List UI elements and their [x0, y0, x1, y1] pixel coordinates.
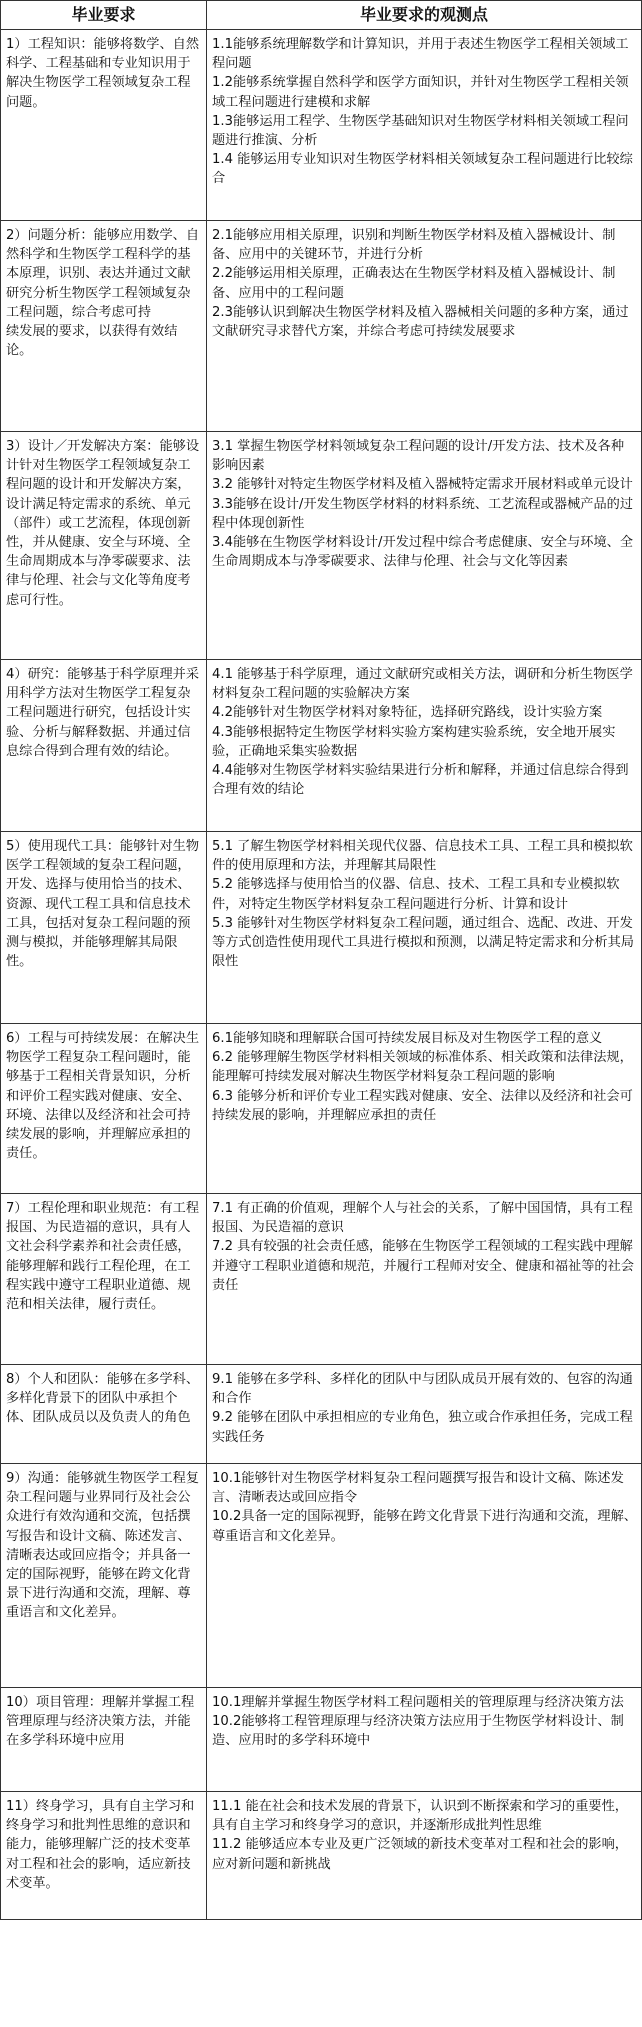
observation-point: 10.1能够针对生物医学材料复杂工程问题撰写报告和设计文稿、陈述发言、清晰表达或回应指令: [212, 1471, 624, 1506]
observation-point: 1.4 能够运用专业知识对生物医学材料相关领域复杂工程问题进行比较综合: [212, 152, 633, 187]
requirement-cell: [1, 432, 207, 660]
observation-point: 4.2能够针对生物医学材料对象特征，选择研究路线，设计实验方案: [212, 705, 603, 721]
requirement-text: 7）工程伦理和职业规范：有工程报国、为民造福的意识，具有人文社会科学素养和社会责任感，能够理解和践行工程伦理，在工程实践中遵守工程职业道德、规范和相关法律，履行责任。: [6, 1201, 200, 1313]
requirement-cell: [1, 221, 207, 432]
requirement-text: 11）终身学习，具有自主学习和终身学习和批判性思维的意识和能力，能够理解广泛的技术变革对工程和社会的影响，适应新技术变革。: [6, 1799, 195, 1891]
observation-point: 1.1能够系统理解数学和计算知识，并用于表述生物医学工程相关领域工程问题: [212, 37, 629, 72]
table-row: [1, 1464, 642, 1688]
requirement-text: 2）问题分析：能够应用数学、自然科学和生物医学工程科学的基本原理，识别、表达并通过文献研究分析生物医学工程领域复杂工程问题，综合考虑可持 续发展的要求，以获得有效结论。: [6, 228, 200, 359]
points-cell: [207, 1792, 642, 1920]
points-cell: [207, 660, 642, 832]
observation-point: 3.1 掌握生物医学材料领域复杂工程问题的设计/开发方法、技术及各种影响因素: [212, 439, 625, 474]
requirement-text: 4）研究：能够基于科学原理并采用科学方法对生物医学工程复杂工程问题进行研究，包括设计实验、分析与解释数据、并通过信息综合得到合理有效的结论。: [6, 667, 200, 759]
observation-point: 5.1 了解生物医学材料相关现代仪器、信息技术工具、工程工具和模拟软件的使用原理和方法，并理解其局限性: [212, 839, 633, 874]
points-cell: [207, 221, 642, 432]
observation-point: 3.2 能够针对特定生物医学材料及植入器械特定需求开展材料或单元设计: [212, 477, 633, 493]
observation-point: 2.2能够运用相关原理，正确表达在生物医学材料及植入器械设计、制备、应用中的工程问题: [212, 266, 616, 301]
points-cell: [207, 1464, 642, 1688]
requirement-text: 6）工程与可持续发展：在解决生物医学工程复杂工程问题时，能够基于工程相关背景知识，分析和评价工程实践对健康、安全、环境、法律以及经济和社会可持续发展的影响，并理解应承担的责任。: [6, 1031, 200, 1162]
requirement-cell: [1, 1365, 207, 1464]
observation-point: 7.2 具有较强的社会责任感，能够在生物医学工程领域的工程实践中理解并遵守工程职业道德和规范，并履行工程师对安全、健康和福祉等的社会责任: [212, 1239, 634, 1293]
observation-point: 5.2 能够选择与使用恰当的仪器、信息、技术、工程工具和专业模拟软件，对特定生物医学材料复杂工程问题进行分析、计算和设计: [212, 877, 620, 912]
table-header-row: [1, 1, 642, 30]
table-row: [1, 432, 642, 660]
header-observation-points: 毕业要求的观测点: [207, 1, 642, 30]
table-row: [1, 30, 642, 221]
observation-point: 10.2能够将工程管理原理与经济决策方法应用于生物医学材料设计、制造、应用时的多学科环境中: [212, 1714, 624, 1749]
points-cell: [207, 432, 642, 660]
requirement-text: 5）使用现代工具：能够针对生物医学工程领域的复杂工程问题，开发、选择与使用恰当的技术、资源、现代工程工具和信息技术工具，包括对复杂工程问题的预测与模拟，并能够理解其局限性。: [6, 839, 200, 970]
observation-point: 4.4能够对生物医学材料实验结果进行分析和解释，并通过信息综合得到合理有效的结论: [212, 763, 629, 798]
table-row: [1, 1792, 642, 1920]
table-row: [1, 1365, 642, 1464]
points-cell: [207, 1365, 642, 1464]
observation-point: 7.1 有正确的价值观，理解个人与社会的关系，了解中国国情，具有工程报国、为民造福的意识: [212, 1201, 633, 1236]
requirement-cell: [1, 30, 207, 221]
observation-point: 1.3能够运用工程学、生物医学基础知识对生物医学材料相关领域工程问题进行推演、分析: [212, 113, 629, 149]
requirement-cell: [1, 1194, 207, 1365]
header-requirement: 毕业要求: [1, 1, 207, 30]
requirement-text: 10）项目管理：理解并掌握工程管理原理与经济决策方法，并能在多学科环境中应用: [6, 1695, 195, 1749]
observation-point: 10.1理解并掌握生物医学材料工程问题相关的管理原理与经济决策方法: [212, 1695, 624, 1710]
observation-point: 2.3能够认识到解决生物医学材料及植入器械相关问题的多种方案，通过文献研究寻求替代方案，并综合考虑可持续发展要求: [212, 304, 629, 340]
points-cell: [207, 1194, 642, 1365]
table-row: [1, 1688, 642, 1792]
requirement-cell: [1, 660, 207, 832]
requirement-text: 1）工程知识：能够将数学、自然科学、工程基础和专业知识用于解决生物医学工程领域复杂工程问题。: [6, 37, 200, 110]
points-cell: [207, 1024, 642, 1194]
table-row: [1, 660, 642, 832]
observation-point: 9.2 能够在团队中承担相应的专业角色，独立或合作承担任务，完成工程实践任务: [212, 1410, 633, 1445]
observation-point: 1.2能够系统掌握自然科学和医学方面知识，并针对生物医学工程相关领域工程问题进行建模和求解: [212, 75, 629, 110]
observation-point: 3.4能够在生物医学材料设计/开发过程中综合考虑健康、安全与环境、全生命周期成本与净零碳要求、法律与伦理、社会与文化等因素: [212, 535, 634, 570]
observation-point: 5.3 能够针对生物医学材料复杂工程问题，通过组合、选配、改进、开发等方式创造性使用现代工具进行模拟和预测，以满足特定需求和分析其局限性: [212, 915, 634, 970]
requirement-cell: [1, 1024, 207, 1194]
requirement-text: 9）沟通：能够就生物医学工程复杂工程问题与业界同行及社会公众进行有效沟通和交流，包括撰写报告和设计文稿、陈述发言、清晰表达或回应指令；并具备一定的国际视野，能够在跨文化背景下进行沟通和交流，理解、尊重语言和文化差异。: [6, 1471, 200, 1621]
table-row: [1, 1024, 642, 1194]
requirement-cell: [1, 1688, 207, 1792]
points-cell: [207, 30, 642, 221]
table-row: [1, 221, 642, 432]
observation-point: 4.1 能够基于科学原理，通过文献研究或相关方法，调研和分析生物医学材料复杂工程问题的实验解决方案: [212, 667, 633, 702]
observation-point: 3.3能够在设计/开发生物医学材料的材料系统、工艺流程或器械产品的过程中体现创新性: [212, 496, 634, 531]
observation-point: 9.1 能够在多学科、多样化的团队中与团队成员开展有效的、包容的沟通和合作: [212, 1372, 633, 1407]
requirement-text: 3）设计／开发解决方案：能够设计针对生物医学工程领域复杂工程问题的设计和开发解决方案，设计满足特定需求的系统、单元（部件）或工艺流程，体现创新性，并从健康、安全与环境、全生命周期成本与净零碳要求、法律与伦理、社会与文化等角度考虑可行性。: [6, 439, 200, 608]
requirement-cell: [1, 1792, 207, 1920]
points-cell: [207, 832, 642, 1024]
observation-point: 2.1能够应用相关原理，识别和判断生物医学材料及植入器械设计、制备、应用中的关键环节，并进行分析: [212, 228, 616, 263]
observation-point: 11.2 能够适应本专业及更广泛领域的新技术变革对工程和社会的影响，应对新问题和新挑战: [212, 1837, 628, 1872]
observation-point: 11.1 能在社会和技术发展的背景下，认识到不断探索和学习的重要性，具有自主学习和终身学习的意识，并逐渐形成批判性思维: [212, 1799, 628, 1834]
observation-point: 6.2 能够理解生物医学材料相关领域的标准体系、相关政策和法律法规，能理解可持续发展对解决生物医学材料复杂工程问题的影响: [212, 1050, 633, 1085]
table-row: [1, 1194, 642, 1365]
points-cell: [207, 1688, 642, 1792]
observation-point: 6.3 能够分析和评价专业工程实践对健康、安全、法律以及经济和社会可持续发展的影响，并理解应承担的责任: [212, 1088, 633, 1123]
observation-point: 6.1能够知晓和理解联合国可持续发展目标及对生物医学工程的意义: [212, 1031, 603, 1046]
requirement-cell: [1, 832, 207, 1024]
table-row: [1, 832, 642, 1024]
requirement-text: 8）个人和团队：能够在多学科、多样化背景下的团队中承担个体、团队成员以及负责人的角色: [6, 1372, 200, 1426]
requirement-cell: [1, 1464, 207, 1688]
observation-point: 10.2具备一定的国际视野，能够在跨文化背景下进行沟通和交流，理解、尊重语言和文化差异。: [212, 1509, 637, 1544]
observation-point: 4.3能够根据特定生物医学材料实验方案构建实验系统，安全地开展实验，正确地采集实验数据: [212, 724, 616, 759]
